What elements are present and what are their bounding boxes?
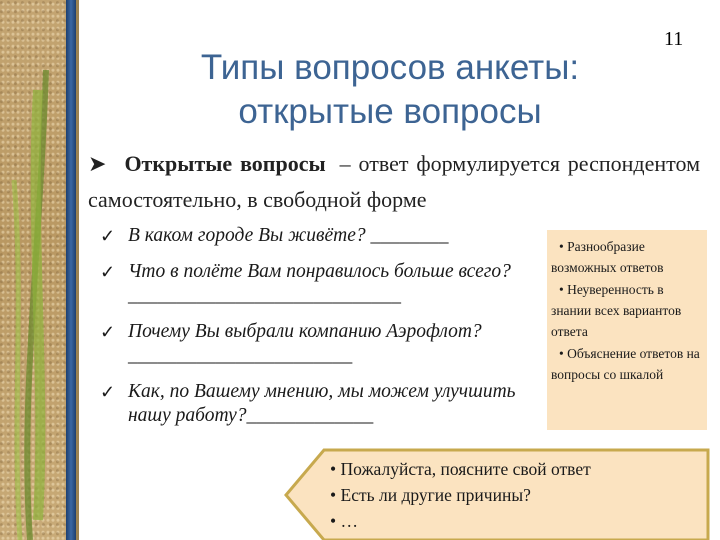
- grass-decoration: [0, 0, 66, 540]
- note-item: • Разнообразие возможных ответов: [551, 239, 664, 275]
- list-item: • …: [330, 511, 359, 531]
- example-questions-list: [100, 224, 540, 440]
- callout-list: [330, 456, 591, 534]
- note-item: • Неуверенность в знании всех вариантов ответа: [551, 282, 682, 339]
- list-item: ✓ Почему Вы выбрали компанию Аэрофлот?_______________________: [100, 321, 482, 366]
- arrow-bullet-icon: ➤: [88, 151, 107, 176]
- list-item: ✓ В каком городе Вы живёте? ________: [100, 225, 449, 246]
- note-item: • Объяснение ответов на вопросы со шкалой: [551, 346, 700, 382]
- check-icon: ✓: [100, 226, 116, 246]
- check-icon: ✓: [100, 322, 116, 342]
- list-item: • Есть ли другие причины?: [330, 485, 531, 505]
- list-item: ✓ Что в полёте Вам понравилось больше всего?____________________________: [100, 261, 511, 306]
- side-divider: [76, 0, 79, 540]
- definition-paragraph: [88, 146, 700, 218]
- definition: – ответ формулируется респондентом самостоятельно, в свободной форме: [88, 151, 700, 212]
- check-icon: ✓: [100, 262, 116, 282]
- title-line-2: открытые вопросы: [238, 92, 542, 131]
- follow-up-callout: [284, 448, 710, 540]
- list-item: • Пожалуйста, поясните свой ответ: [330, 459, 591, 479]
- slide-number: 11: [664, 28, 684, 50]
- blue-side-stripe: [66, 0, 76, 540]
- check-icon: ✓: [100, 382, 116, 402]
- decorative-side-panel: [0, 0, 66, 540]
- list-item: ✓ Как, по Вашему мнению, мы можем улучшить нашу работу?_____________: [100, 381, 516, 426]
- slide-title: [150, 46, 630, 134]
- title-line-1: Типы вопросов анкеты:: [200, 48, 580, 87]
- drawbacks-box: [547, 230, 707, 430]
- term: Открытые вопросы: [124, 151, 326, 176]
